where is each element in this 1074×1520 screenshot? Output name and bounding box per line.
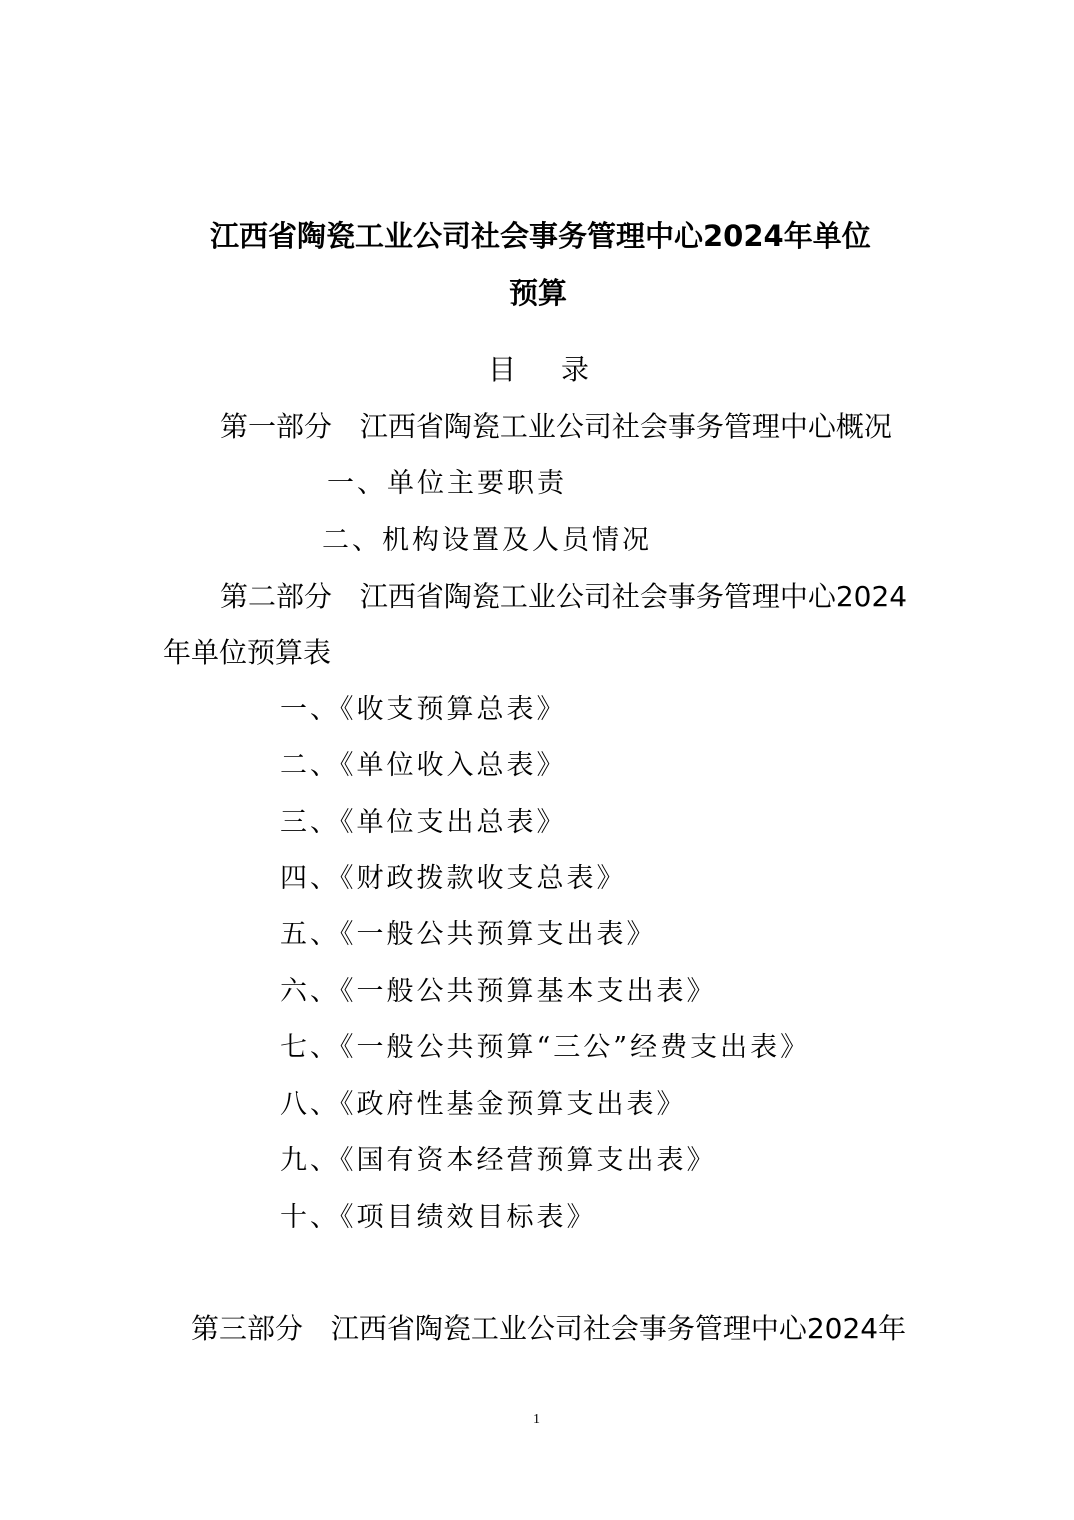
part2-item-6: 六、《一般公共预算基本支出表》 [280, 976, 717, 1007]
part1-label: 第一部分 [220, 410, 333, 443]
part3-heading [191, 1312, 907, 1345]
part1-item-1: 一、单位主要职责 [327, 468, 567, 499]
part2-item-8: 八、《政府性基金预算支出表》 [280, 1089, 687, 1120]
part2-item-9: 九、《国有资本经营预算支出表》 [280, 1145, 717, 1176]
part2-title-line-1: 江西省陶瓷工业公司社会事务管理中心2024 [359, 580, 908, 613]
part2-label: 第二部分 [220, 580, 333, 613]
part2-heading [220, 580, 908, 613]
part2-item-2: 二、《单位收入总表》 [280, 750, 567, 781]
part2-item-5: 五、《一般公共预算支出表》 [280, 919, 657, 950]
part2-item-7: 七、《一般公共预算“三公”经费支出表》 [280, 1032, 811, 1063]
part1-title: 江西省陶瓷工业公司社会事务管理中心概况 [359, 410, 892, 443]
toc-heading-left: 目 [488, 353, 517, 386]
document-title-line-1: 江西省陶瓷工业公司社会事务管理中心2024年单位 [210, 219, 871, 253]
toc-heading-right: 录 [561, 353, 590, 386]
part2-item-10: 十、《项目绩效目标表》 [280, 1202, 597, 1233]
part2-title-line-2: 年单位预算表 [163, 636, 332, 669]
part2-item-1: 一、《收支预算总表》 [280, 694, 567, 725]
part2-item-4: 四、《财政拨款收支总表》 [280, 863, 627, 894]
part1-heading [220, 410, 892, 443]
page-number: 1 [533, 1412, 540, 1427]
part1-item-2: 二、机构设置及人员情况 [322, 525, 652, 556]
part3-title-line-1: 江西省陶瓷工业公司社会事务管理中心2024年 [330, 1312, 907, 1345]
part2-item-3: 三、《单位支出总表》 [280, 807, 567, 838]
document-title-line-2: 预算 [509, 276, 568, 310]
part3-label: 第三部分 [191, 1312, 304, 1345]
